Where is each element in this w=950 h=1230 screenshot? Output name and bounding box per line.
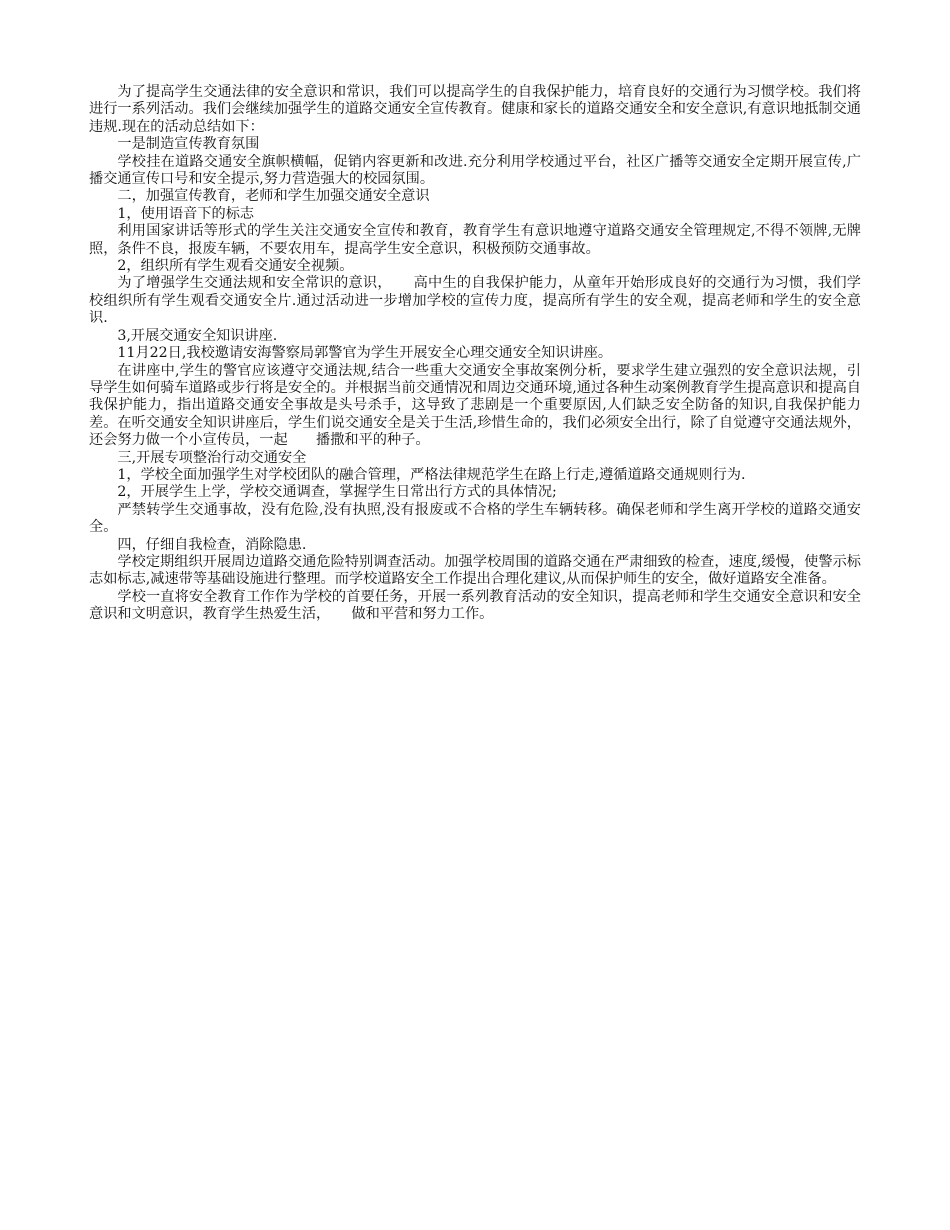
section-heading-4: 四，仔细自我检查，消除隐患. [117,536,307,553]
subheading-3-2: 2，开展学生上学，学校交通调查，掌握学生日常出行方式的具体情况; [117,484,557,501]
subheading-3-1: 1，学校全面加强学生对学校团队的融合管理，严格法律规范学生在路上行走,遵循道路交通规则行为. [117,466,746,483]
section-heading-1: 一是制造宣传教育氛围 [117,136,260,153]
paragraph: 利用国家讲话等形式的学生关注交通安全宣传和教育，教育学生有意识地遵守道路交通安全管理规定,不得不领牌,无牌照，条件不良，报废车辆，不要农用车，提高学生安全意识，积极预防交通事故。 [89,223,861,257]
paragraph: 严禁转学生交通事故，没有危险,没有执照,没有报废或不合格的学生车辆转移。确保老师和学生离开学校的道路交通安全。 [89,501,861,536]
document-body [89,84,861,624]
section-heading-3: 三,开展专项整治行动交通安全 [117,449,307,466]
subheading-2-1: 1，使用语音下的标志 [117,205,255,222]
intro-paragraph: 为了提高学生交通法律的安全意识和常识，我们可以提高学生的自我保护能力，培育良好的交通行为习惯学校。我们将进行一系列活动。我们会继续加强学生的道路交通安全宣传教育。健康和家长的道路交通安全和安全意识,有意识地抵制交通违规.现在的活动总结如下： [89,84,861,135]
paragraph: 11月22日,我校邀请安海警察局郭警官为学生开展安全心理交通安全知识讲座。 [117,345,613,362]
closing-paragraph: 学校一直将安全教育工作作为学校的首要任务，开展一系列教育活动的安全知识，提高老师和学生交通安全意识和安全意识和文明意识，教育学生热爱生活， 做和平营和努力工作。 [89,588,861,623]
paragraph: 学校挂在道路交通安全旗帜横幅，促销内容更新和改进.充分利用学校通过平台，社区广播等交通安全定期开展宣传,广播交通宣传口号和安全提示,努力营造强大的校园氛围。 [89,153,861,188]
section-heading-2: 二，加强宣传教育，老师和学生加强交通安全意识 [117,188,430,205]
paragraph: 为了增强学生交通法规和安全常识的意识， 高中生的自我保护能力，从童年开始形成良好的交通行为习惯，我们学校组织所有学生观看交通安全片.通过活动进一步增加学校的宣传力度，提高所有学生的安全观，提高老师和学生的安全意识. [89,275,861,327]
subheading-2-3: 3,开展交通安全知识讲座. [117,327,278,344]
paragraph: 学校定期组织开展周边道路交通危险特别调查活动。加强学校周围的道路交通在严肃细致的检查，速度,缓慢，使警示标志如标志,减速带等基础设施进行整理。而学校道路安全工作提出合理化建议,从而保护师生的安全，做好道路安全准备。 [89,553,861,588]
paragraph: 在讲座中,学生的警官应该遵守交通法规,结合一些重大交通安全事故案例分析，要求学生建立强烈的安全意识法规，引导学生如何骑车道路或步行将是安全的。并根据当前交通情况和周边交通环境,通过各种生动案例教育学生提高意识和提高自我保护能力，指出道路交通安全事故是头号杀手，这导致了悲剧是一个重要原因,人们缺乏安全防备的知识,自我保护能力差。在听交通安全知识讲座后，学生们说交通安全是关于生活,珍惜生命的，我们必须安全出行，除了自觉遵守交通法规外，还会努力做一个小宣传员，一起 播撒和平的种子。 [89,362,861,449]
subheading-2-2: 2，组织所有学生观看交通安全视频。 [117,258,354,275]
